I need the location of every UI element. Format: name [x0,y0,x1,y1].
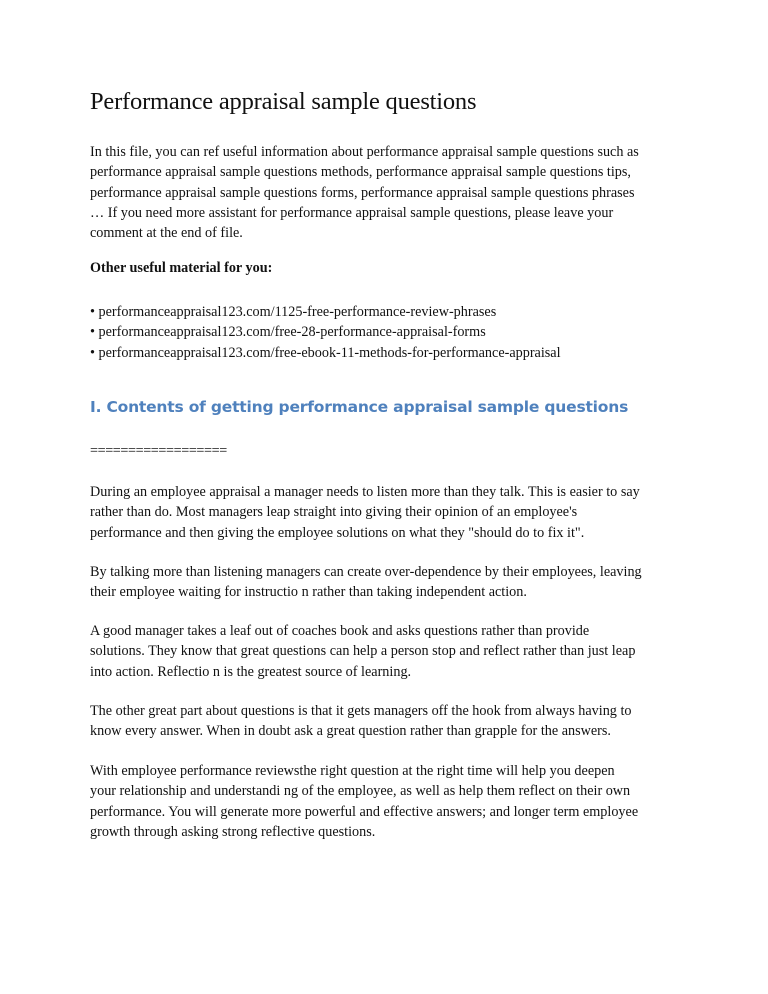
paragraph-line: performance and then giving the employee solutions on what they "should do to fix it". [90,524,585,541]
link-list [90,302,690,363]
intro-line: In this file, you can ref useful information about performance appraisal sample questions such as [90,144,639,160]
link-item[interactable]: • performanceappraisal123.com/1125-free-performance-review-phrases [90,304,497,320]
section-heading: I. Contents of getting performance appraisal sample questions [90,398,629,416]
page-title: Performance appraisal sample questions [90,88,477,115]
paragraph-line: rather than do. Most managers leap straight into giving their opinion of an employee's [90,504,578,521]
paragraph-line: growth through asking strong reflective questions. [90,823,376,840]
paragraph-line: into action. Reflectio n is the greatest source of learning. [90,663,412,680]
paragraph-line: The other great part about questions is that it gets managers off the hook from always having to [90,703,632,719]
paragraph-line: performance. You will generate more powerful and effective answers; and longer term employee [90,803,639,820]
paragraph-line: During an employee appraisal a manager needs to listen more than they talk. This is easier to say [90,484,640,500]
paragraph-line: With employee performance reviewsthe right question at the right time will help you deepen [90,763,615,779]
body-paragraph [90,701,690,742]
paragraph-line: your relationship and understandi ng of the employee, as well as help them reflect on their own [90,783,631,800]
intro-line: … If you need more assistant for performance appraisal sample questions, please leave your [90,204,614,221]
link-item[interactable]: • performanceappraisal123.com/free-ebook-11-methods-for-performance-appraisal [90,344,561,361]
body-paragraph [90,621,690,682]
paragraph-line: know every answer. When in doubt ask a great question rather than grapple for the answers. [90,723,611,740]
other-material-heading: Other useful material for you: [90,260,273,276]
intro-line: performance appraisal sample questions methods, performance appraisal sample questions tips, [90,164,631,181]
paragraph-line: By talking more than listening managers can create over-dependence by their employees, leaving [90,564,642,580]
intro-line: comment at the end of file. [90,225,243,242]
paragraph-line: solutions. They know that great questions can help a person stop and reflect rather than just leap [90,643,636,660]
paragraph-line: their employee waiting for instructio n rather than taking independent action. [90,584,527,601]
link-item[interactable]: • performanceappraisal123.com/free-28-performance-appraisal-forms [90,324,486,341]
body-paragraph [90,562,690,603]
intro-paragraph [90,142,690,243]
separator-line: ================== [90,443,227,459]
paragraph-line: A good manager takes a leaf out of coaches book and asks questions rather than provide [90,623,590,639]
body-paragraph [90,761,690,842]
body-paragraph [90,482,690,543]
intro-line: performance appraisal sample questions forms, performance appraisal sample questions phrases [90,184,635,201]
